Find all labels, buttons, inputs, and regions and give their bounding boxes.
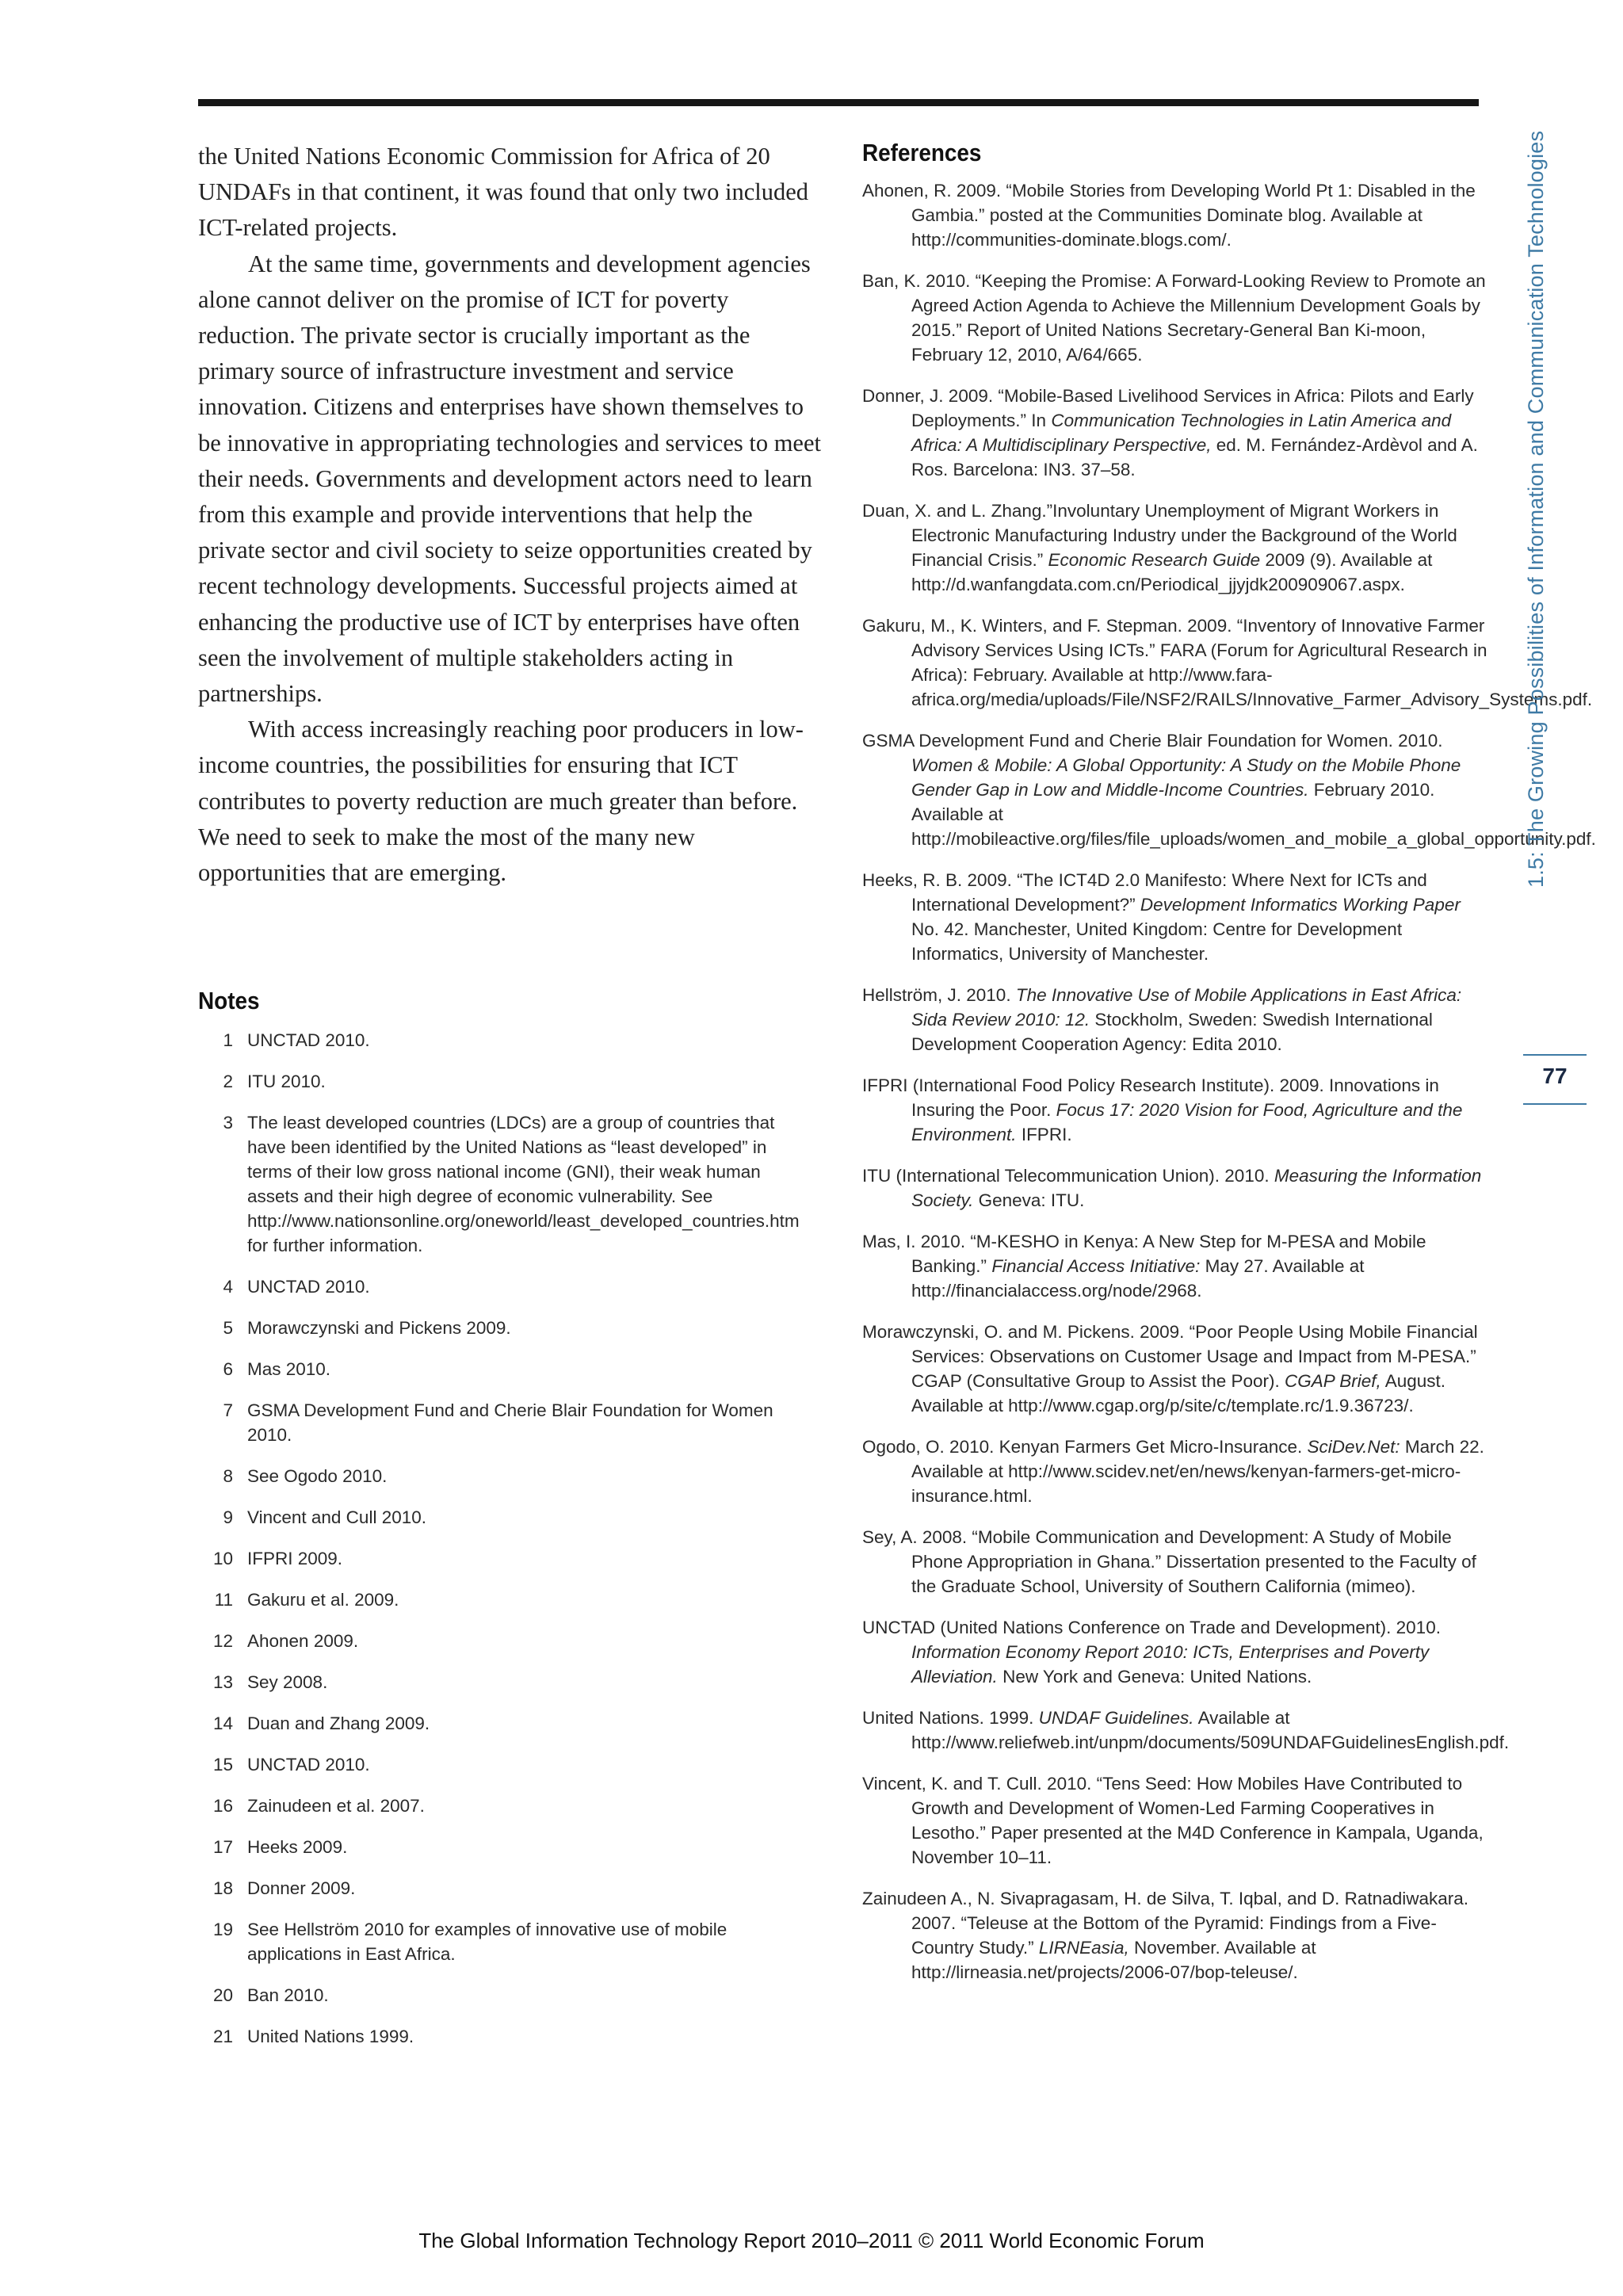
reference-text: August. Available at http://www.cgap.org/p/site/c/template.rc/1.9.36723/. — [911, 1371, 1446, 1415]
note-number: 11 — [214, 1590, 233, 1610]
reference-text: February 2010. Available at http://mobileactive.org/files/file_uploads/women_and_mobile_a_global_opportunity.pdf. — [911, 780, 1596, 849]
running-title: 1.5: The Growing Possibilities of Information and Communication Technologies — [1524, 130, 1548, 888]
page-number-rule-top — [1523, 1054, 1587, 1056]
reference-item — [862, 1435, 1488, 1508]
note-text: Morawczynski and Pickens 2009. — [247, 1318, 511, 1338]
note-item — [198, 1274, 800, 1299]
note-text: Duan and Zhang 2009. — [247, 1713, 430, 1733]
note-text: UNCTAD 2010. — [247, 1277, 370, 1297]
note-text: The least developed countries (LDCs) are a group of countries that have been identified by the United Nations as “least developed” in terms of their low gross national income (GNI), their weak human assets and their high degree of economic vulnerability. See http://www.nationsonline.org/oneworld/least_developed_countries.htm for further information. — [247, 1113, 800, 1255]
references-heading: References — [862, 139, 982, 166]
reference-text: 2009 (9). Available at http://d.wanfangdata.com.cn/Periodical_jjyjdk200909067.aspx. — [911, 550, 1433, 594]
note-item — [198, 1398, 800, 1447]
note-number: 13 — [212, 1672, 233, 1692]
reference-title: Development Informatics Working Paper — [1140, 895, 1461, 915]
note-item — [198, 1876, 800, 1901]
note-number: 4 — [223, 1277, 233, 1297]
reference-title: Economic Research Guide — [1048, 550, 1261, 570]
reference-text: Hellström, J. 2010. — [862, 985, 1016, 1005]
note-item — [198, 1711, 800, 1736]
body-paragraph: With access increasingly reaching poor producers in low-income countries, the possibilities for ensuring that ICT contributes to poverty reduction are much greater than before. We need to seek to make the most of the many new opportunities that are emerging. — [198, 716, 804, 887]
reference-item — [862, 499, 1488, 597]
reference-text: IFPRI (International Food Policy Research Institute). 2009. Innovations in Insuring the Poor. — [862, 1075, 1439, 1120]
body-paragraph: the United Nations Economic Commission for Africa of 20 UNDAFs in that continent, it was found that only two included ICT-related projects. — [198, 143, 809, 242]
reference-text: Ban, K. 2010. “Keeping the Promise: A Forward-Looking Review to Promote an Agreed Action Agenda to Achieve the Millennium Development Goals by 2015.” Report of United Nations Secretary-General Ban Ki-moon, February 12, 2010, A/64/665. — [862, 271, 1486, 365]
note-item — [198, 1316, 800, 1340]
reference-text: May 27. Available at http://financialaccess.org/node/2968. — [911, 1256, 1365, 1301]
note-text: See Hellström 2010 for examples of innovative use of mobile applications in East Africa. — [247, 1920, 727, 1964]
reference-title: UNDAF Guidelines. — [1038, 1708, 1194, 1728]
note-item — [198, 1752, 800, 1777]
reference-text: Geneva: ITU. — [973, 1190, 1085, 1210]
reference-item — [862, 868, 1488, 966]
reference-item — [862, 613, 1593, 712]
reference-item — [862, 1073, 1488, 1147]
notes-heading: Notes — [198, 987, 260, 1014]
reference-text: Mas, I. 2010. “M-KESHO in Kenya: A New Step for M-PESA and Mobile Banking.” — [862, 1232, 1426, 1276]
reference-title: Information Economy Report 2010: ICTs, Enterprises and Poverty Alleviation. — [911, 1642, 1430, 1687]
note-item — [198, 1587, 800, 1612]
note-number: 8 — [223, 1466, 233, 1486]
note-number: 5 — [223, 1318, 233, 1338]
note-item — [198, 1670, 800, 1694]
note-text: GSMA Development Fund and Cherie Blair Foundation for Women 2010. — [247, 1400, 773, 1445]
reference-item — [862, 1615, 1488, 1689]
note-number: 3 — [223, 1113, 233, 1133]
note-item — [198, 1917, 800, 1966]
note-text: See Ogodo 2010. — [247, 1466, 388, 1486]
note-text: Zainudeen et al. 2007. — [247, 1796, 425, 1816]
note-item — [198, 1110, 800, 1258]
reference-text: Stockholm, Sweden: Swedish International Development Cooperation Agency: Edita 2010. — [911, 1010, 1433, 1054]
note-item — [198, 1983, 800, 2008]
reference-text: New York and Geneva: United Nations. — [997, 1667, 1312, 1687]
note-text: IFPRI 2009. — [247, 1549, 343, 1568]
reference-item — [862, 1706, 1510, 1755]
reference-text: November. Available at http://lirneasia.net/projects/2006-07/bop-teleuse/. — [911, 1938, 1316, 1982]
reference-text: Vincent, K. and T. Cull. 2010. “Tens Seed: How Mobiles Have Contributed to Growth and Development of Women-Led Farming Cooperatives in Lesotho.” Paper presented at the M4D Conference in Kampala, Uganda, November 10–11. — [862, 1774, 1484, 1867]
note-item — [198, 1629, 800, 1653]
reference-item — [862, 1886, 1488, 1985]
notes-section — [198, 987, 800, 2065]
note-item — [198, 1794, 800, 1818]
note-item — [198, 1069, 800, 1094]
note-text: Ahonen 2009. — [247, 1631, 359, 1651]
note-number: 7 — [223, 1400, 233, 1420]
note-item — [198, 1464, 800, 1488]
reference-title: Focus 17: 2020 Vision for Food, Agriculture and the Environment. — [911, 1100, 1463, 1144]
note-number: 14 — [212, 1713, 233, 1733]
reference-text: Heeks, R. B. 2009. “The ICT4D 2.0 Manifesto: Where Next for ICTs and International Development?” — [862, 870, 1427, 915]
note-number: 2 — [223, 1072, 233, 1091]
note-text: Mas 2010. — [247, 1359, 331, 1379]
note-text: Vincent and Cull 2010. — [247, 1507, 426, 1527]
reference-text: Morawczynski, O. and M. Pickens. 2009. “Poor People Using Mobile Financial Services: Observations on Customer Usage and Impact from M-PESA.” CGAP (Consultative Group to Assist the Poor). — [862, 1322, 1478, 1391]
top-rule — [198, 99, 1479, 106]
note-number: 16 — [212, 1796, 233, 1816]
note-number: 10 — [212, 1549, 233, 1568]
page-number-rule-bottom — [1523, 1103, 1587, 1105]
reference-text: Gakuru, M., K. Winters, and F. Stepman. 2009. “Inventory of Innovative Farmer Advisory Services Using ICTs.” FARA (Forum for Agricultural Research in Africa): February. Available at http://www.fara-africa.org/media/uploads/File/NSF2/RAILS/Innovative_Farmer_Advisory_Systems.pdf. — [862, 616, 1593, 709]
note-item — [198, 1028, 800, 1052]
note-number: 1 — [223, 1030, 233, 1050]
reference-item — [862, 1163, 1488, 1213]
reference-title: LIRNEasia, — [1038, 1938, 1129, 1958]
note-number: 12 — [212, 1631, 233, 1651]
reference-text: ITU (International Telecommunication Union). 2010. — [862, 1166, 1274, 1186]
reference-title: Women & Mobile: A Global Opportunity: A Study on the Mobile Phone Gender Gap in Low and Middle-Income Countries. — [911, 755, 1461, 800]
note-text: ITU 2010. — [247, 1072, 326, 1091]
body-text — [198, 139, 824, 891]
reference-text: Donner, J. 2009. “Mobile-Based Livelihood Services in Africa: Pilots and Early Deployments.” In — [862, 386, 1474, 430]
reference-item — [862, 1771, 1488, 1870]
reference-item — [862, 1320, 1488, 1418]
note-item — [198, 2024, 800, 2049]
reference-title: SciDev.Net: — [1307, 1437, 1400, 1457]
note-number: 20 — [212, 1985, 233, 2005]
reference-text: Ahonen, R. 2009. “Mobile Stories from Developing World Pt 1: Disabled in the Gambia.” posted at the Communities Dominate blog. Available at http://communities-dominate.blogs.com/. — [862, 181, 1476, 250]
reference-item — [862, 384, 1488, 482]
reference-text: IFPRI. — [1016, 1125, 1072, 1144]
reference-text: GSMA Development Fund and Cherie Blair Foundation for Women. 2010. — [862, 731, 1443, 751]
note-number: 21 — [212, 2027, 233, 2046]
reference-item — [862, 1525, 1488, 1599]
note-text: UNCTAD 2010. — [247, 1755, 370, 1775]
reference-title: Communication Technologies in Latin America and Africa: A Multidisciplinary Perspective, — [911, 411, 1452, 455]
note-item — [198, 1835, 800, 1859]
note-text: Ban 2010. — [247, 1985, 329, 2005]
reference-text: United Nations. 1999. — [862, 1708, 1039, 1728]
reference-text: No. 42. Manchester, United Kingdom: Centre for Development Informatics, University of Manchester. — [911, 919, 1403, 964]
note-number: 17 — [212, 1837, 233, 1857]
reference-title: The Innovative Use of Mobile Applications in East Africa: Sida Review 2010: 12. — [911, 985, 1462, 1030]
reference-item — [862, 178, 1488, 252]
reference-item — [862, 728, 1596, 851]
body-column — [198, 139, 824, 891]
note-text: Sey 2008. — [247, 1672, 328, 1692]
reference-text: March 22. Available at http://www.scidev.net/en/news/kenyan-farmers-get-micro-insurance.html. — [911, 1437, 1484, 1506]
reference-item — [862, 1229, 1488, 1303]
reference-text: Ogodo, O. 2010. Kenyan Farmers Get Micro-Insurance. — [862, 1437, 1308, 1457]
note-number: 15 — [212, 1755, 233, 1775]
reference-title: Measuring the Information Society. — [911, 1166, 1482, 1210]
note-number: 9 — [223, 1507, 233, 1527]
note-text: Heeks 2009. — [247, 1837, 348, 1857]
reference-text: UNCTAD (United Nations Conference on Trade and Development). 2010. — [862, 1618, 1441, 1637]
reference-item — [862, 269, 1488, 367]
reference-text: Sey, A. 2008. “Mobile Communication and Development: A Study of Mobile Phone Appropriation in Ghana.” Dissertation presented to the Faculty of the Graduate School, University of Southern California (mimeo). — [862, 1527, 1476, 1596]
note-text: UNCTAD 2010. — [247, 1030, 370, 1050]
reference-text: Duan, X. and L. Zhang.”Involuntary Unemployment of Migrant Workers in Electronic Manufacturing Industry under the Background of the World Financial Crisis.” — [862, 501, 1457, 570]
footer: The Global Information Technology Report 2010–2011 © 2011 World Economic Forum — [418, 2229, 1205, 2252]
note-item — [198, 1505, 800, 1530]
reference-text: Available at http://www.reliefweb.int/unpm/documents/509UNDAFGuidelinesEnglish.pdf. — [911, 1708, 1510, 1752]
reference-text: Zainudeen A., N. Sivapragasam, H. de Silva, T. Iqbal, and D. Ratnadiwakara. 2007. “Teleuse at the Bottom of the Pyramid: Findings from a Five-Country Study.” — [862, 1889, 1468, 1958]
body-paragraph: At the same time, governments and development agencies alone cannot deliver on the promise of ICT for poverty reduction. The private sector is crucially important as the primary source of infrastructure investment and service innovation. Citizens and enterprises have shown themselves to be innovative in appropriating technologies and services to meet their needs. Governments and development actors need to learn from this example and provide interventions that help the private sector and civil society to seize opportunities created by recent technology developments. Successful projects aimed at enhancing the productive use of ICT by enterprises have often seen the involvement of multiple stakeholders acting in partnerships. — [198, 250, 821, 708]
note-text: Donner 2009. — [247, 1878, 356, 1898]
page-number: 77 — [1542, 1064, 1568, 1088]
reference-text: ed. M. Fernández-Ardèvol and A. Ros. Barcelona: IN3. 37–58. — [911, 435, 1478, 479]
note-text: Gakuru et al. 2009. — [247, 1590, 399, 1610]
notes-list — [198, 1028, 800, 2049]
reference-item — [862, 983, 1488, 1056]
note-item — [198, 1357, 800, 1381]
note-item — [198, 1546, 800, 1571]
note-number: 6 — [223, 1359, 233, 1379]
note-text: United Nations 1999. — [247, 2027, 414, 2046]
reference-title: Financial Access Initiative: — [991, 1256, 1201, 1276]
reference-title: CGAP Brief, — [1285, 1371, 1381, 1391]
note-number: 19 — [212, 1920, 233, 1939]
note-number: 18 — [212, 1878, 233, 1898]
